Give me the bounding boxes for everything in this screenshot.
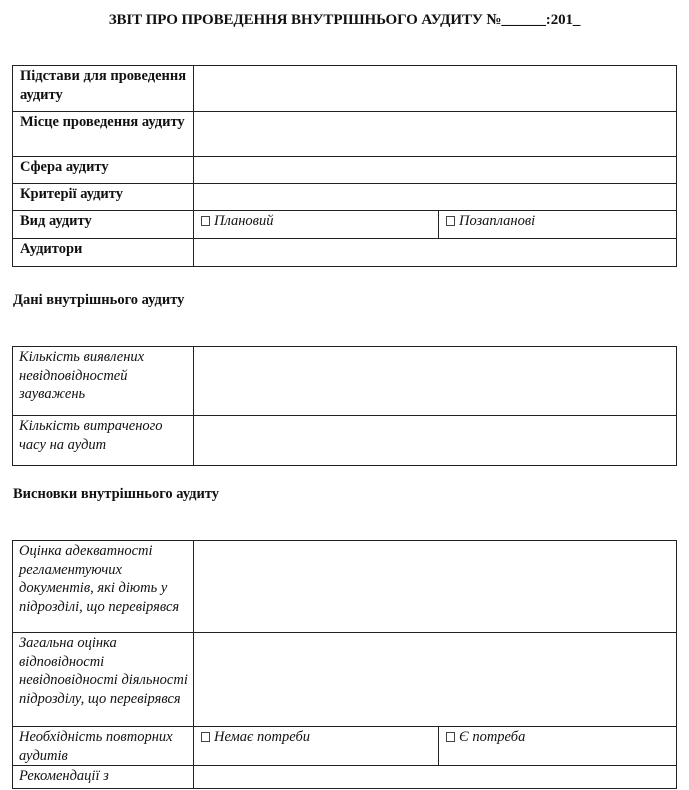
no-need-option[interactable]	[194, 727, 439, 766]
checkbox-icon[interactable]	[446, 732, 455, 742]
auditors-field[interactable]	[194, 239, 677, 267]
field-label: Необхідність повторних аудитів	[13, 727, 194, 766]
checkbox-icon[interactable]	[201, 732, 210, 742]
table-row	[13, 727, 677, 766]
audit-data-table	[12, 346, 677, 466]
audit-basis-field[interactable]	[194, 66, 677, 112]
table-row	[13, 112, 677, 157]
section-heading: Дані внутрішнього аудиту	[13, 292, 185, 308]
option-label: Є потреба	[459, 729, 526, 745]
field-label: Рекомендації з	[13, 766, 194, 789]
audit-criteria-field[interactable]	[194, 184, 677, 211]
field-label: Підстави для проведення аудиту	[13, 66, 194, 112]
conclusions-table	[12, 540, 677, 789]
table-row	[13, 239, 677, 267]
table-row	[13, 157, 677, 184]
document-title: ЗВІТ ПРО ПРОВЕДЕННЯ ВНУТРІШНЬОГО АУДИТУ №______:201_	[108, 12, 581, 28]
field-label: Кількість виявлених невідповідностей зауважень	[13, 347, 194, 416]
table-row	[13, 541, 677, 633]
table-row	[13, 184, 677, 211]
field-label: Вид аудиту	[13, 211, 194, 239]
time-spent-field[interactable]	[194, 416, 677, 466]
recommendations-field[interactable]	[194, 766, 677, 789]
field-label: Кількість витраченого часу на аудит	[13, 416, 194, 466]
table-row	[13, 211, 677, 239]
audit-scope-field[interactable]	[194, 157, 677, 184]
overall-assessment-field[interactable]	[194, 633, 677, 727]
field-label: Аудитори	[13, 239, 194, 267]
general-info-table	[12, 65, 677, 267]
field-label: Критерії аудиту	[13, 184, 194, 211]
field-label: Місце проведення аудиту	[13, 112, 194, 157]
field-label: Оцінка адекватності регламентуючих документів, які діють у підрозділі, що перевірявся	[13, 541, 194, 633]
table-row	[13, 766, 677, 789]
table-row	[13, 416, 677, 466]
option-label: Позапланові	[459, 213, 536, 229]
audit-location-field[interactable]	[194, 112, 677, 157]
option-label: Плановий	[214, 213, 274, 229]
audit-type-planned-option[interactable]	[194, 211, 439, 239]
table-row	[13, 347, 677, 416]
nonconformities-count-field[interactable]	[194, 347, 677, 416]
field-label: Загальна оцінка відповідності невідповідності діяльності підрозділу, що перевірявся	[13, 633, 194, 727]
option-label: Немає потреби	[214, 729, 311, 745]
table-row	[13, 66, 677, 112]
field-label: Сфера аудиту	[13, 157, 194, 184]
audit-type-unplanned-option[interactable]	[439, 211, 677, 239]
checkbox-icon[interactable]	[446, 216, 455, 226]
table-row	[13, 633, 677, 727]
checkbox-icon[interactable]	[201, 216, 210, 226]
section-heading: Висновки внутрішнього аудиту	[13, 486, 220, 502]
documents-adequacy-field[interactable]	[194, 541, 677, 633]
need-option[interactable]	[439, 727, 677, 766]
